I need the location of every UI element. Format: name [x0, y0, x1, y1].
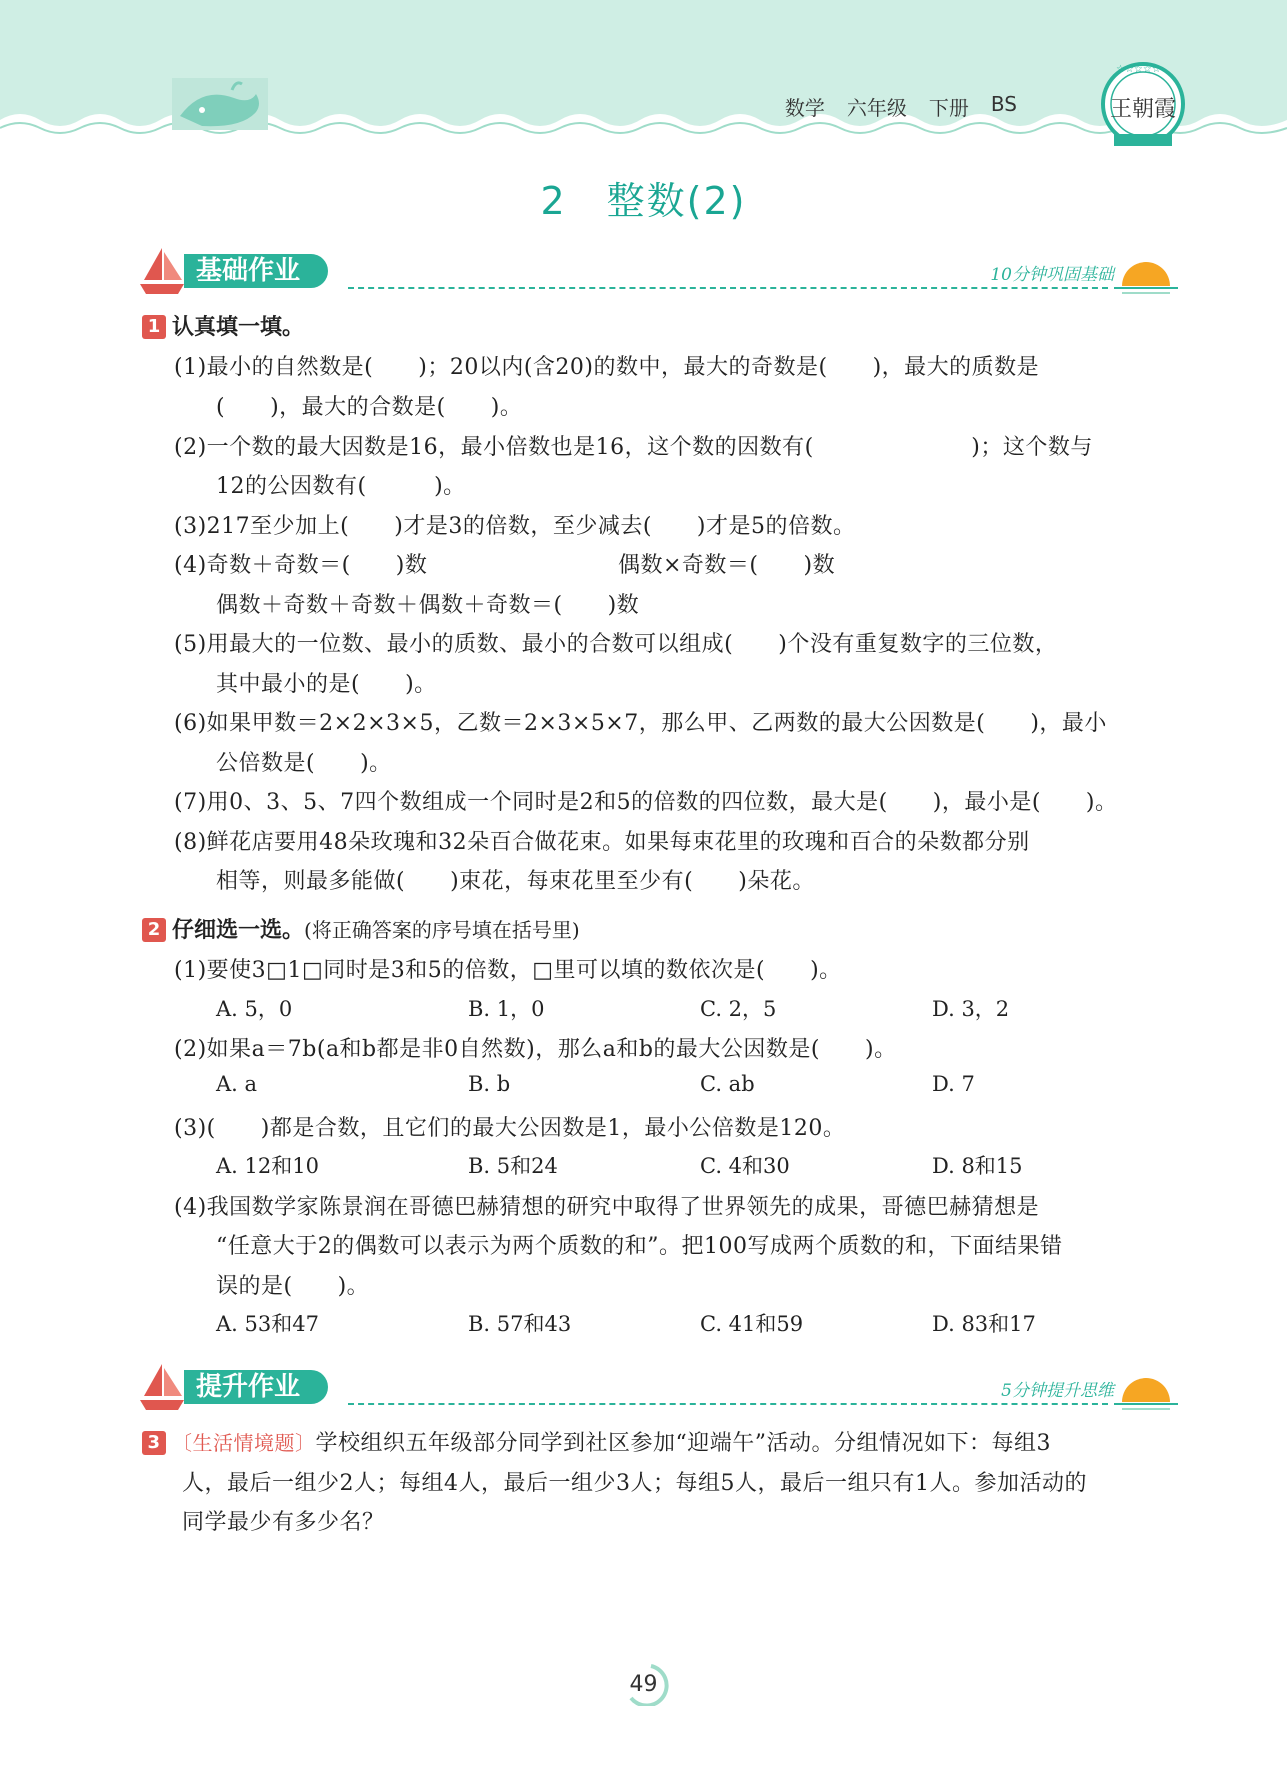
brand-seal-logo [1100, 58, 1186, 150]
question-title: 仔细选一选。 [172, 918, 305, 943]
question-number: 2 [142, 918, 166, 942]
option-d: D. 83和17 [932, 1312, 1036, 1336]
q1-line: (3)217至少加上( )才是3的倍数，至少减去( )才是5的倍数。 [174, 514, 856, 539]
option-b: B. 1，0 [468, 997, 545, 1021]
q2-stem: 误的是( )。 [216, 1274, 370, 1299]
q1-line: ( )，最大的合数是( )。 [216, 395, 523, 420]
context-tag: 〔生活情境题〕 [172, 1431, 316, 1455]
option-c: C. 41和59 [700, 1312, 804, 1336]
question-3-first-line [142, 1426, 1051, 1457]
book-info [785, 92, 1017, 121]
section-tag-advanced: 5分钟提升思维 [1001, 1381, 1114, 1401]
q1-line: (2)一个数的最大因数是16，最小倍数也是16，这个数的因数有( )；这个数与 [174, 435, 1093, 460]
option-b: B. 57和43 [468, 1312, 572, 1336]
option-d: D. 7 [932, 1072, 975, 1096]
subject-label: 数学 [784, 96, 825, 120]
option-d: D. 8和15 [932, 1154, 1023, 1178]
section-tag-basic: 10分钟巩固基础 [990, 265, 1114, 285]
q2-stem: “任意大于2的偶数可以表示为两个质数的和”。把100写成两个质数的和，下面结果错 [216, 1234, 1063, 1259]
option-a: A. 12和10 [216, 1154, 319, 1178]
question-2-header [142, 913, 580, 944]
sailboat-icon [138, 244, 188, 298]
q1-line: 相等，则最多能做( )束花，每束花里至少有( )朵花。 [216, 869, 815, 894]
question-3-header [142, 1431, 172, 1456]
q1-line: 12的公因数有( )。 [216, 474, 466, 499]
option-b: B. b [468, 1072, 511, 1096]
question-number: 1 [142, 315, 166, 339]
section-bar-advanced [138, 1360, 1178, 1414]
page-number: 49 [629, 1672, 658, 1697]
q3-line: 学校组织五年级部分同学到社区参加“迎端午”活动。分组情况如下：每组3 [315, 1431, 1051, 1456]
q1-line: (7)用0、3、5、7四个数组成一个同时是2和5的倍数的四位数，最大是( )，最小是( )。 [174, 790, 1118, 815]
whale-icon [172, 76, 272, 132]
section-bar-basic [138, 244, 1178, 298]
q3-line: 人，最后一组少2人；每组4人，最后一组少3人；每组5人，最后一组只有1人。参加活动的 [182, 1471, 1087, 1496]
grade-label: 六年级 [846, 96, 907, 120]
q2-stem: (2)如果a＝7b(a和b都是非0自然数)，那么a和b的最大公因数是( )。 [174, 1037, 897, 1062]
section-label-advanced: 提升作业 [184, 1370, 328, 1404]
question-note: (将正确答案的序号填在括号里) [304, 918, 580, 942]
q1-line: (8)鲜花店要用48朵玫瑰和32朵百合做花束。如果每束花里的玫瑰和百合的朵数都分别 [174, 830, 1030, 855]
option-a: A. 5，0 [216, 997, 293, 1021]
q2-stem: (1)要使3□1□同时是3和5的倍数，□里可以填的数依次是( )。 [174, 958, 842, 983]
q1-line: (4)奇数＋奇数＝( )数 [174, 553, 428, 578]
q1-line: 偶数＋奇数＋奇数＋偶数＋奇数＝( )数 [216, 593, 640, 618]
sunset-icon [1114, 254, 1178, 298]
option-a: A. 53和47 [216, 1312, 319, 1336]
q1-line: (1)最小的自然数是( )；20以内(含20)的数中，最大的奇数是( )，最大的质数是 [174, 355, 1040, 380]
question-title: 认真填一填。 [172, 315, 305, 340]
sunset-icon [1114, 1370, 1178, 1414]
q1-line: (6)如果甲数＝2×2×3×5，乙数＝2×3×5×7，那么甲、乙两数的最大公因数是( )，最小 [174, 711, 1107, 736]
sailboat-icon [138, 1360, 188, 1414]
q1-line: 其中最小的是( )。 [216, 672, 437, 697]
section-divider [348, 287, 1108, 289]
volume-label: 下册 [928, 96, 969, 120]
q2-stem: (4)我国数学家陈景润在哥德巴赫猜想的研究中取得了世界领先的成果，哥德巴赫猜想是 [174, 1195, 1040, 1220]
brand-text: 王朝霞 [1109, 97, 1177, 122]
question-number: 3 [142, 1431, 166, 1455]
svg-text:☆☆☆☆☆: ☆☆☆☆☆ [1116, 64, 1161, 75]
option-c: C. 4和30 [700, 1154, 790, 1178]
option-a: A. a [216, 1072, 258, 1096]
question-1-header [142, 310, 304, 341]
q1-line: (5)用最大的一位数、最小的质数、最小的合数可以组成( )个没有重复数字的三位数， [174, 632, 1058, 657]
section-divider [348, 1403, 1108, 1405]
option-c: C. 2，5 [700, 997, 777, 1021]
q1-line: 公倍数是( )。 [216, 751, 392, 776]
q2-stem: (3)( )都是合数，且它们的最大公因数是1，最小公倍数是120。 [174, 1116, 846, 1141]
option-c: C. ab [700, 1072, 755, 1096]
edition-label: BS [990, 92, 1017, 116]
q3-line: 同学最少有多少名？ [182, 1510, 385, 1535]
option-b: B. 5和24 [468, 1154, 558, 1178]
page-title: 2 整数(2) [540, 179, 747, 223]
option-d: D. 3，2 [932, 997, 1010, 1021]
q1-line: 偶数×奇数＝( )数 [618, 553, 836, 578]
section-label-basic: 基础作业 [184, 254, 328, 288]
